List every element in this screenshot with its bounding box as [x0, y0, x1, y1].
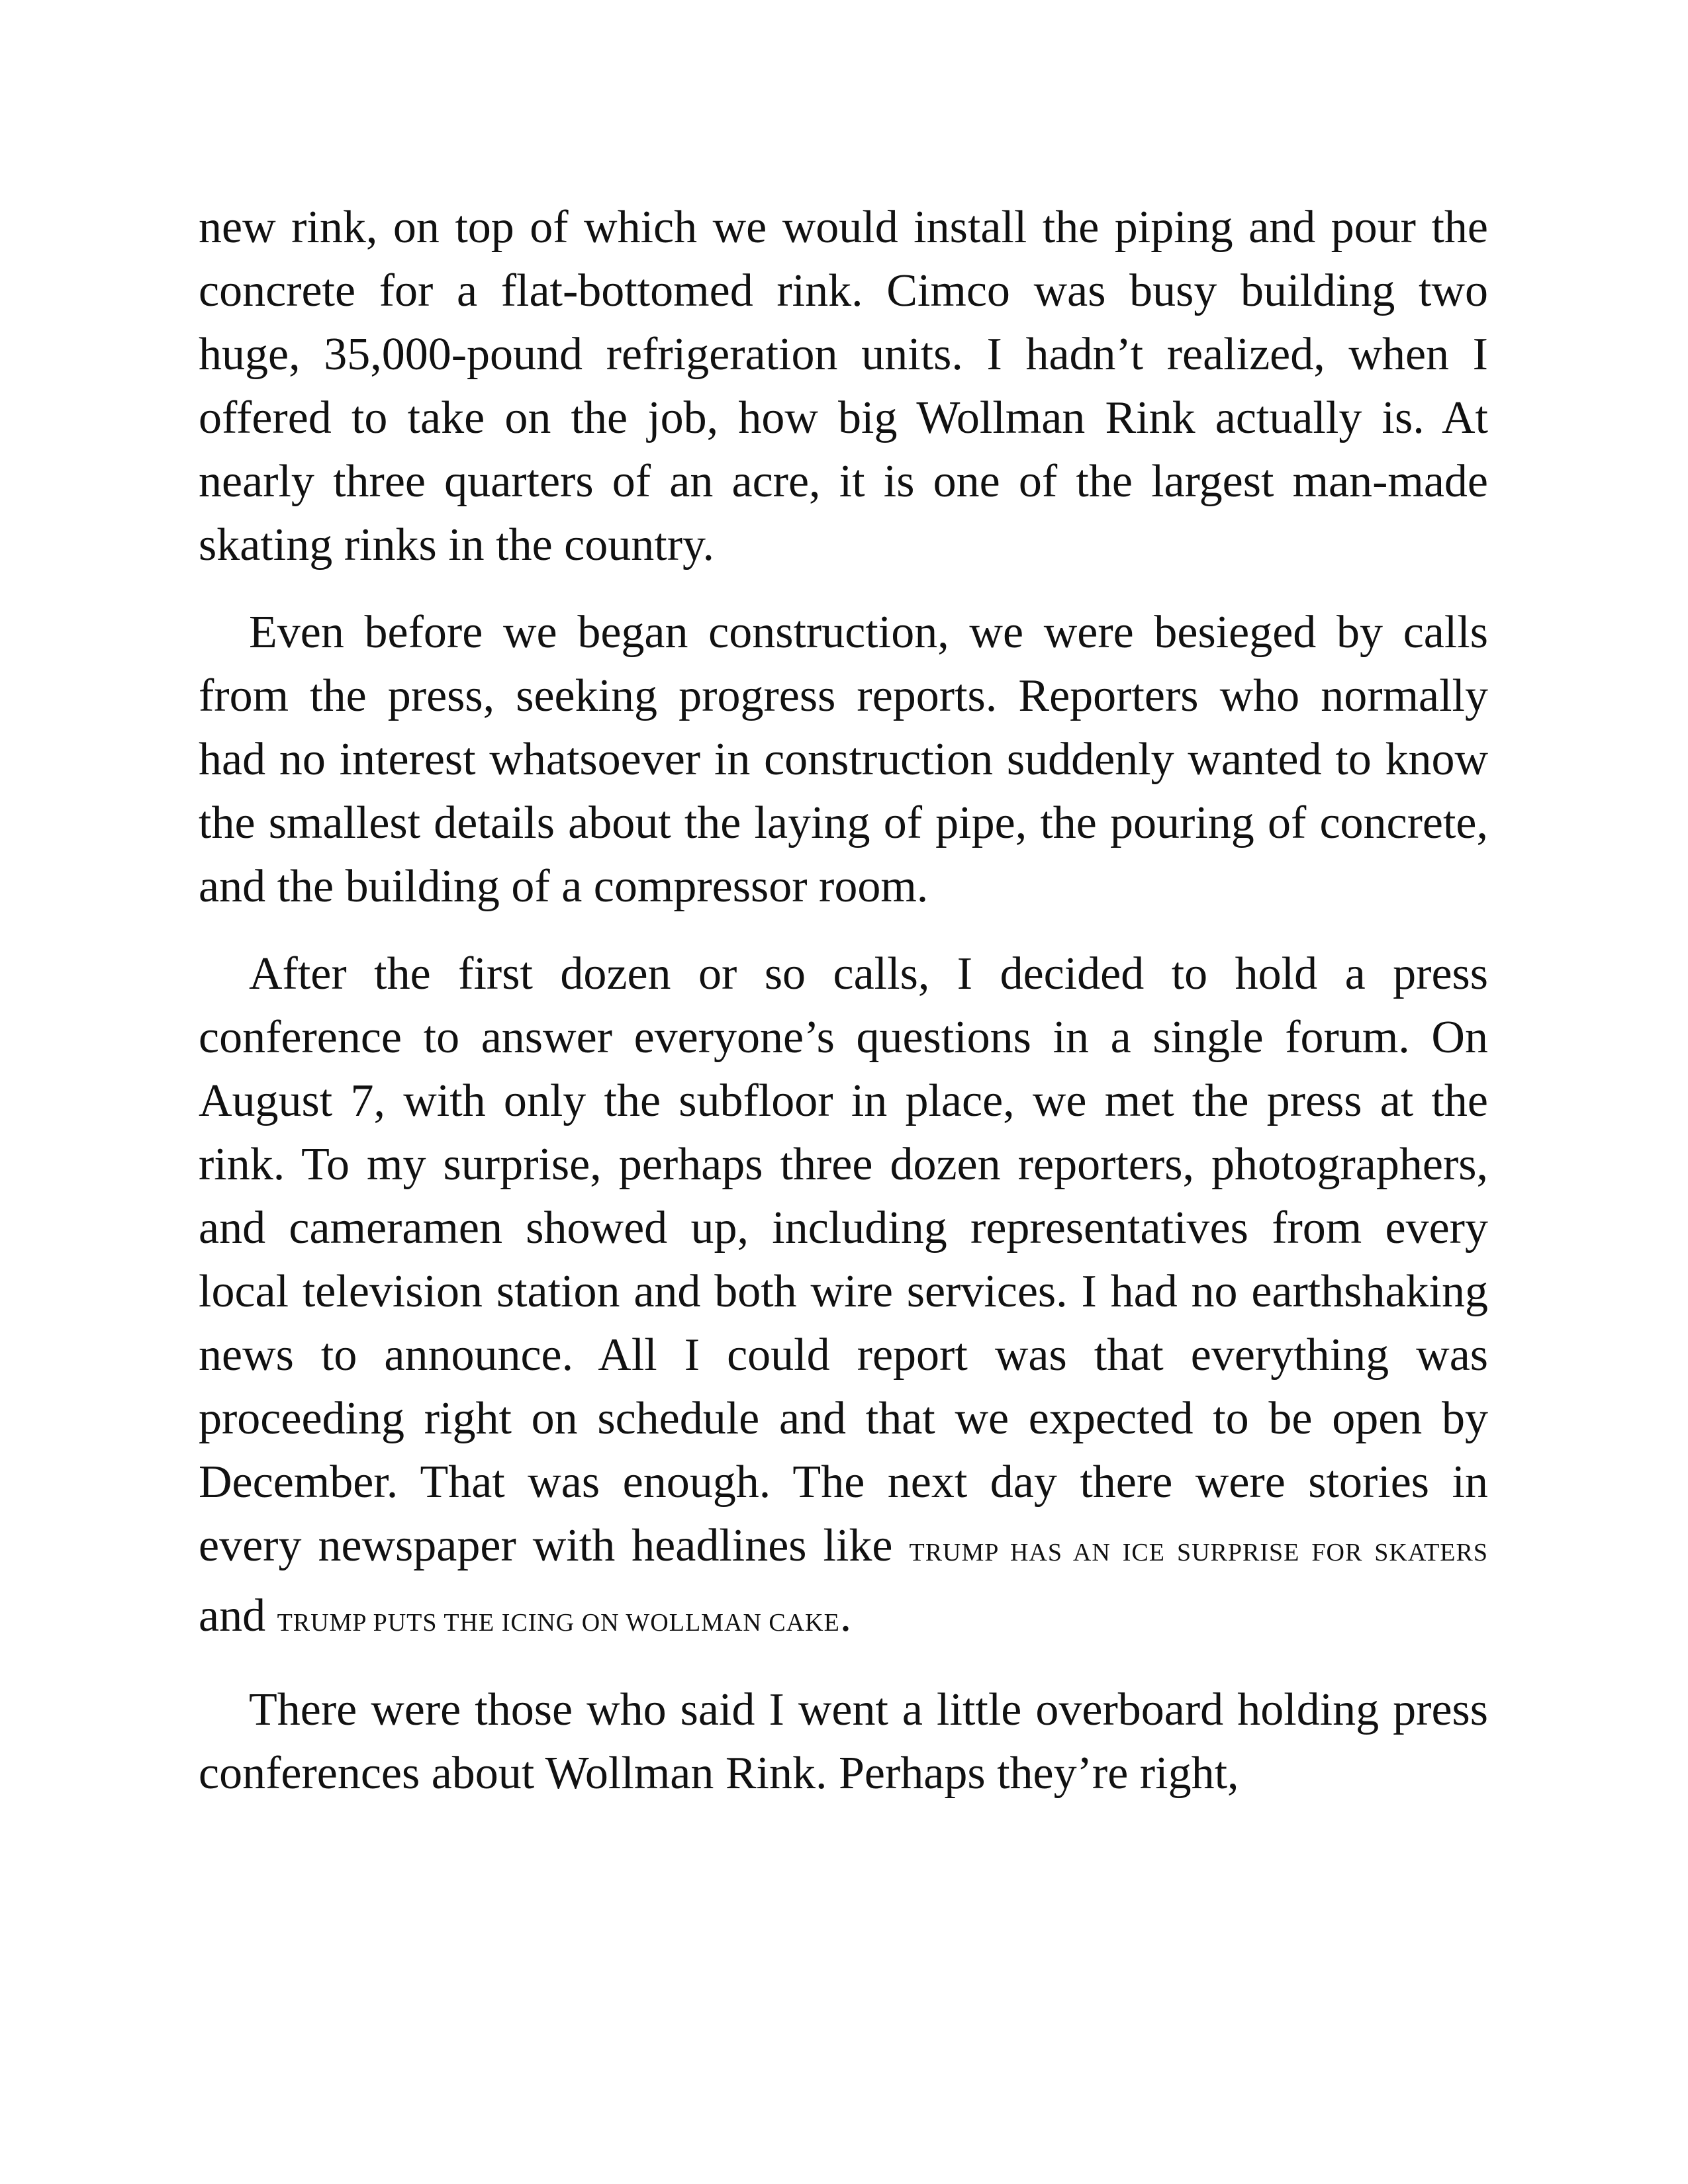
headline-ice-surprise: TRUMP HAS AN ICE SURPRISE FOR SKATERS [909, 1539, 1488, 1567]
paragraph-4: There were those who said I went a little overboard holding press conferences about Wollman Rink. Perhaps they’re right, [199, 1684, 1488, 1799]
headline-connector: and [199, 1590, 277, 1641]
headline-icing-cake: TRUMP PUTS THE ICING ON WOLLMAN CAKE [277, 1609, 840, 1637]
document-page [199, 196, 1488, 1829]
paragraph-3-text: After the first dozen or so calls, I decided to hold a press conference to answer everyone’s questions in a single forum. On August 7, with only the subfloor in place, we met the press at the rink. To my surprise, perhaps three dozen reporters, photographers, and cameramen showed up, including representatives from every local television station and both wire services. I had no earthshaking news to announce. All I could report was that everything was proceeding right on schedule and that we expected to be open by December. That was enough. The next day there were stories in every newspaper with headlines like [199, 948, 1488, 1571]
paragraph-3-end: . [839, 1590, 852, 1641]
paragraph-2: Even before we began construction, we were besieged by calls from the press, seeking progress reports. Reporters who normally had no interest whatsoever in construction suddenly wanted to know the smallest details about the laying of pipe, the pouring of concrete, and the building of a compressor room. [199, 607, 1488, 912]
paragraph-3 [199, 942, 1488, 1655]
paragraph-1: new rink, on top of which we would install the piping and pour the concrete for a flat-bottomed rink. Cimco was busy building two huge, 35,000-pound refrigeration units. I hadn’t realized, when I offered to take on the job, how big Wollman Rink actually is. At nearly three quarters of an acre, it is one of the largest man-made skating rinks in the country. [199, 202, 1488, 570]
